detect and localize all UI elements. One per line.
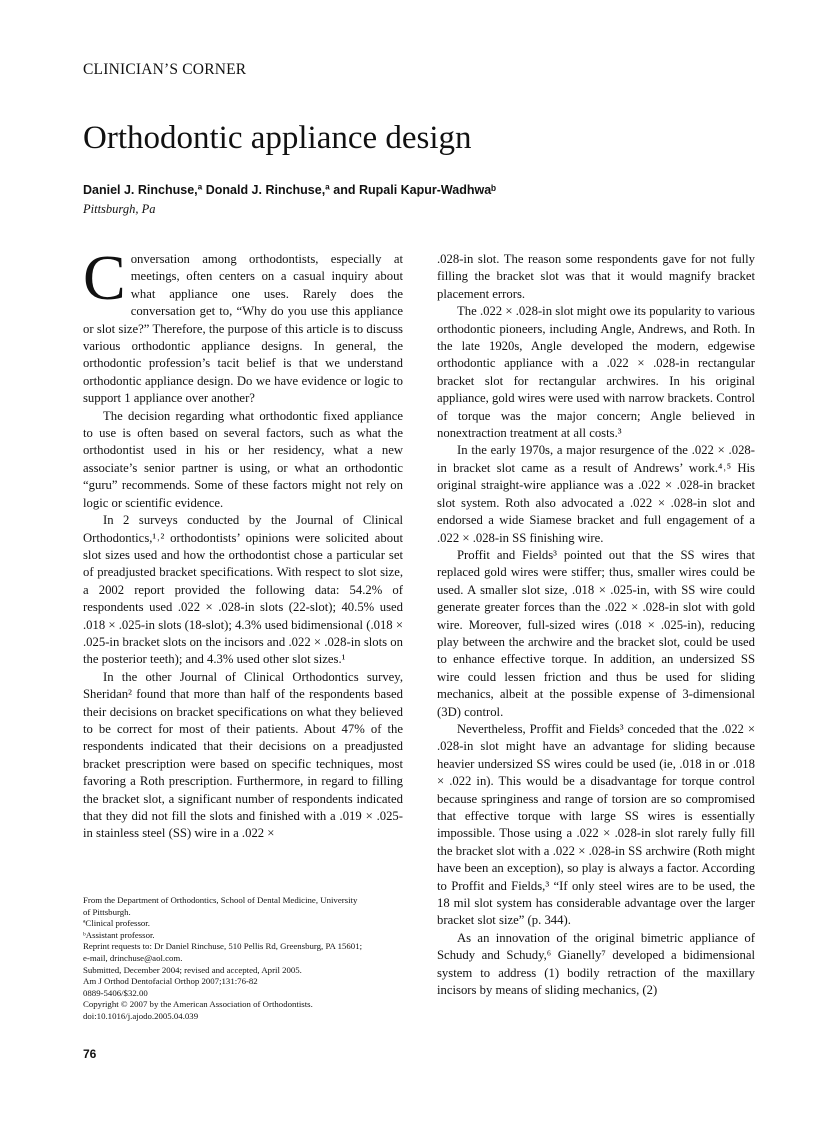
paragraph bbox=[83, 242, 403, 408]
affiliation: Pittsburgh, Pa bbox=[83, 202, 156, 216]
footnote-line: Am J Orthod Dentofacial Orthop 2007;131:76-82 bbox=[83, 976, 258, 987]
footnote-line: 0889-5406/$32.00 bbox=[83, 987, 148, 998]
right-column bbox=[437, 251, 755, 999]
footnote-line: Copyright © 2007 by the American Association of Orthodontists. bbox=[83, 999, 313, 1010]
footnote-line: Reprint requests to: Dr Daniel Rinchuse, 510 Pellis Rd, Greensburg, PA 15601; bbox=[83, 941, 363, 952]
footnote-line: e-mail, drinchuse@aol.com. bbox=[83, 952, 183, 963]
paragraph: Nevertheless, Proffit and Fields³ conceded that the .022 × .028-in slot might have an advantage for sliding because heavier undersized SS wires could be used (ie, .018 in or .018 × .022 in). This would be a disadvantage for torque control because springiness and range of torsion are so compromised that effective torque with large SS wires is essentially impossible. Those using a .022 × .028-in slot rarely fully fill the bracket slot with a .022 × .028-in SS archwire (Roth might have been an exception), so play is always a factor. According to Proffit and Fields,³ “If only steel wires are to be used, the 18 mil slot system has considerable advantage over the larger bracket slot size” (p. 344). bbox=[437, 721, 755, 928]
footnote-line: of Pittsburgh. bbox=[83, 906, 131, 917]
author-list: Daniel J. Rinchuse,ª Donald J. Rinchuse,ª and Rupali Kapur-Wadhwaᵇ bbox=[83, 183, 497, 197]
section-header: CLINICIAN’S CORNER bbox=[83, 61, 247, 78]
paragraph: The decision regarding what orthodontic fixed appliance to use is often based on several factors, such as what the orthodontist used in his or her residency, what a new associate’s senior partner is using, or what an orthodontic “guru” recommends. Some of these factors might not rely on logic or scientific evidence. bbox=[83, 408, 403, 510]
paragraph: .028-in slot. The reason some respondents gave for not fully filling the bracket slot was that it would magnify bracket placement errors. bbox=[437, 252, 755, 301]
footnote-line: From the Department of Orthodontics, School of Dental Medicine, University bbox=[83, 895, 358, 905]
article-title: Orthodontic appliance design bbox=[83, 120, 472, 156]
paragraph: The .022 × .028-in slot might owe its popularity to various orthodontic pioneers, including Angle, Andrews, and Roth. In the late 1920s, Angle developed the modern, edgewise orthodontic appliance with a .022 × .028-in rectangular bracket slot for rectangular archwires. In his original appliance, gold wires were used with narrow brackets. Control of torque was the major concern; Angle believed in nonextraction treatment at all costs.³ bbox=[437, 304, 755, 441]
drop-cap: C bbox=[83, 242, 126, 313]
left-column bbox=[83, 242, 403, 843]
paragraph: In the early 1970s, a major resurgence of the .022 × .028-in bracket slot came as a result of Andrews’ work.⁴˒⁵ His original straight-wire appliance was a .022 × .028-in bracket slot system. Roth also advocated a .022 × .028-in slot and endorsed a wide Siamese bracket and full engagement of a .022 × .028-in SS finishing wire. bbox=[437, 443, 755, 545]
paragraph: In 2 surveys conducted by the Journal of Clinical Orthodontics,¹˒² orthodontists’ opinions were solicited about slot sizes used and how the orthodontist chose a particular set of preadjusted bracket specifications. With respect to slot size, a 2002 report provided the following data: 54.2% of respondents used .022 × .028-in slots (22-slot); 40.5% used .018 × .025-in slots (18-slot); 4.3% used bidimensional (.018 × .025-in bracket slots on the incisors and .022 × .028-in slots on the posterior teeth); and 4.3% used other slot sizes.¹ bbox=[83, 513, 403, 667]
footnotes bbox=[83, 895, 405, 1023]
paragraph: In the other Journal of Clinical Orthodontics survey, Sheridan² found that more than half of the respondents based their decisions on bracket specifications on what they believed to be correct for most of their patients. About 47% of the respondents indicated that their decisions on a preadjusted bracket prescription were based on specific techniques, most favoring a Roth prescription. Furthermore, in regard to filling the bracket slot, a significant number of respondents indicated that they did not fill the slots and finished with a .019 × .025-in stainless steel (SS) wire in a .022 × bbox=[83, 669, 403, 841]
footnote-line: Submitted, December 2004; revised and accepted, April 2005. bbox=[83, 964, 302, 975]
paragraph-text: onversation among orthodontists, especially at meetings, often centers on a casual inquiry about what appliance one uses. Rarely does the conversation get to, “Why do you use this appliance or slot size?” Therefore, the purpose of this article is to discuss various orthodontic appliance designs. In general, the orthodontic profession’s tacit belief is that we understand orthodontic appliance design. Do we have evidence or logic to support 1 appliance over another? bbox=[83, 252, 403, 406]
page-number: 76 bbox=[83, 1047, 97, 1061]
footnote-line: ᵇAssistant professor. bbox=[83, 929, 155, 940]
paragraph: As an innovation of the original bimetric appliance of Schudy and Schudy,⁶ Gianelly⁷ developed a bidimensional system to address (1) bodily retraction of the maxillary incisors by means of sliding mechanics, (2) bbox=[437, 930, 755, 998]
footnote-line: ªClinical professor. bbox=[83, 918, 150, 929]
paragraph: Proffit and Fields³ pointed out that the SS wires that replaced gold wires were stiffer; thus, smaller wires could be used. A smaller slot size, .018 × .025-in, with SS wire could generate greater forces than the .022 × .028-in slot with gold wire. Moreover, full-sized wires (.018 × .025-in), reducing play between the archwire and the bracket slot, could be used to enhance effective torque. In addition, an undersized SS wire could lessen friction and thus be used for sliding mechanics, albeit at the possible expense of 3-dimensional (3D) control. bbox=[437, 547, 755, 719]
footnote-line: doi:10.1016/j.ajodo.2005.04.039 bbox=[83, 1010, 199, 1021]
